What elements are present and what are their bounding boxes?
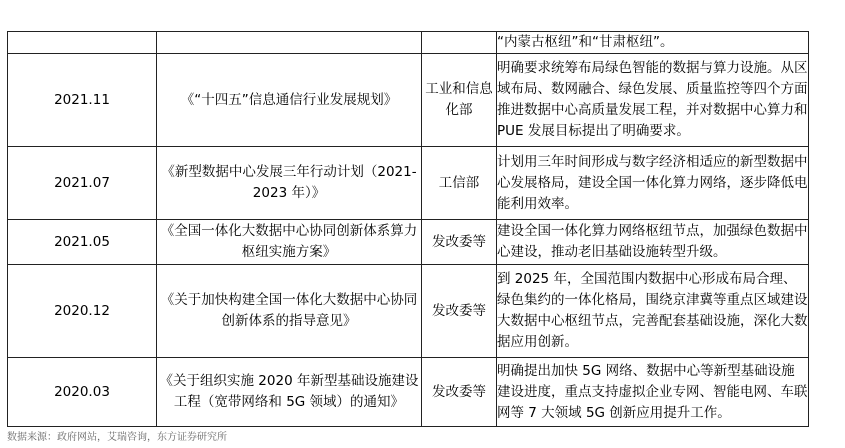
table-row <box>8 220 809 265</box>
table-row <box>8 32 809 54</box>
description-cell: 计划用三年时间形成与数字经济相适应的新型数据中心发展格局，建设全国一体化算力网络，逐步降低电能利用效率。 <box>497 147 809 220</box>
department-cell: 工信部 <box>422 147 497 220</box>
date-cell: 2021.11 <box>8 54 157 147</box>
table-row <box>8 147 809 220</box>
date-cell: 2020.12 <box>8 265 157 358</box>
department-cell <box>422 32 497 54</box>
description-cell: “内蒙古枢纽”和“甘肃枢纽”。 <box>497 32 809 54</box>
document-cell: 《新型数据中心发展三年行动计划（2021-2023 年）》 <box>157 147 422 220</box>
document-cell <box>157 32 422 54</box>
department-cell: 发改委等 <box>422 220 497 265</box>
document-cell: 《全国一体化大数据中心协同创新体系算力枢纽实施方案》 <box>157 220 422 265</box>
table-row <box>8 265 809 358</box>
description-cell: 到 2025 年，全国范围内数据中心形成布局合理、绿色集约的一体化格局，围绕京津冀等重点区域建设大数据中心枢纽节点，完善配套基础设施，深化大数据应用创新。 <box>497 265 809 358</box>
department-cell: 发改委等 <box>422 358 497 427</box>
date-cell: 2021.05 <box>8 220 157 265</box>
department-cell: 发改委等 <box>422 265 497 358</box>
date-cell: 2021.07 <box>8 147 157 220</box>
department-cell: 工业和信息化部 <box>422 54 497 147</box>
data-source-note: 数据来源：政府网站，艾瑞咨询，东方证券研究所 <box>7 432 227 443</box>
date-cell <box>8 32 157 54</box>
description-cell: 明确要求统筹布局绿色智能的数据与算力设施。从区域布局、数网融合、绿色发展、质量监控等四个方面推进数据中心高质量发展工程，并对数据中心算力和 PUE 发展目标提出了明确要求。 <box>497 54 809 147</box>
table-row <box>8 54 809 147</box>
table-row <box>8 358 809 427</box>
document-cell: 《“十四五”信息通信行业发展规划》 <box>157 54 422 147</box>
description-cell: 建设全国一体化算力网络枢纽节点，加强绿色数据中心建设，推动老旧基础设施转型升级。 <box>497 220 809 265</box>
date-cell: 2020.03 <box>8 358 157 427</box>
description-cell: 明确提出加快 5G 网络、数据中心等新型基础设施建设进度，重点支持虚拟企业专网、智能电网、车联网等 7 大领域 5G 创新应用提升工作。 <box>497 358 809 427</box>
policy-table <box>7 31 809 427</box>
document-cell: 《关于加快构建全国一体化大数据中心协同创新体系的指导意见》 <box>157 265 422 358</box>
document-cell: 《关于组织实施 2020 年新型基础设施建设工程（宽带网络和 5G 领域）的通知》 <box>157 358 422 427</box>
